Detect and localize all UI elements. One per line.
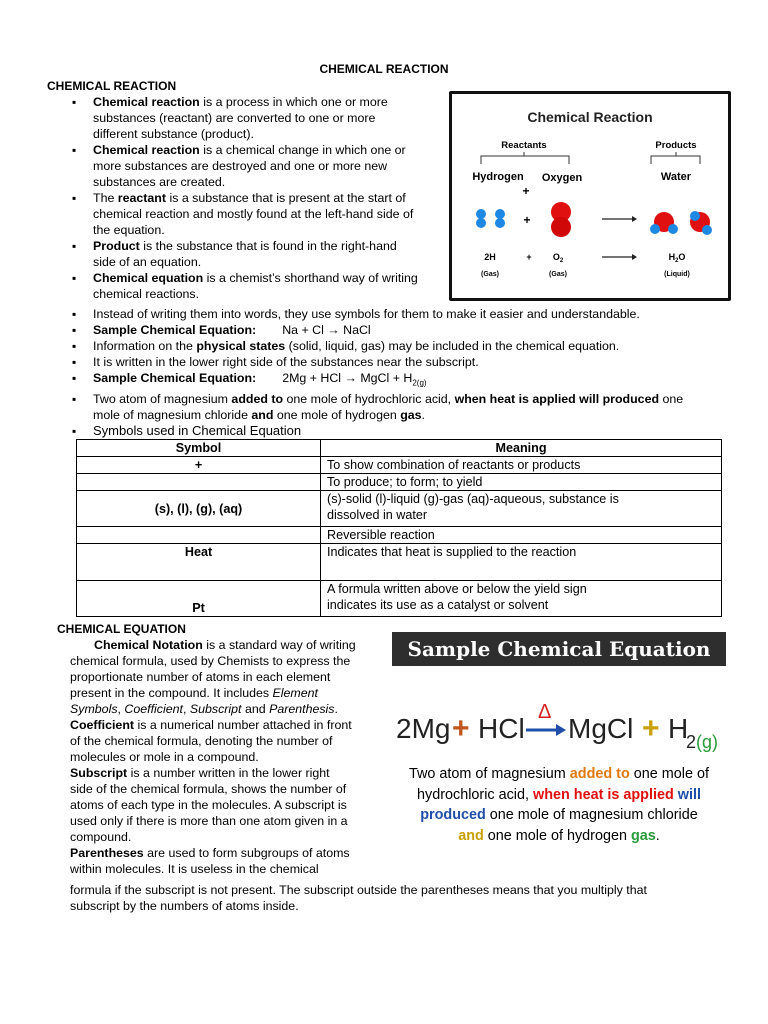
definition-list [68,94,448,302]
water-molecule-2 [690,211,712,235]
figure-title: Chemical Reaction [527,109,653,125]
page-title: CHEMICAL REACTION [319,62,449,76]
eq-h2: H [668,713,689,744]
list-item: ▪ Information on the physical states (solid, liquid, gas) may be included in the chemical equation. [68,338,748,354]
sample-equation-graphic [396,700,726,760]
eq-2h: 2H [484,252,496,262]
products-bracket [651,156,700,164]
reactants-label: Reactants [501,140,547,151]
list-item: ▪ Chemical reaction is a chemical change in which one or more substances are destroyed and one or more new substances are created. [68,142,448,190]
eq-plus-2: + [642,712,660,745]
header-meaning: Meaning [321,440,722,457]
eq-state: (g) [696,732,718,752]
state-liquid: (Liquid) [664,271,690,278]
products-label: Products [655,140,697,151]
yield-arrow-icon [602,216,637,222]
section-heading-reaction: CHEMICAL REACTION [47,79,177,93]
info-list [68,306,748,439]
water-molecule-1 [650,212,678,234]
eq-plus: + [526,252,532,262]
eq-plus-1: + [452,712,470,745]
reactants-bracket [481,156,569,164]
state-gas-1: (Gas) [481,271,499,278]
header-symbol: Symbol [77,440,321,457]
notation-paragraph: Chemical Notation is a standard way of writing chemical formula, used by Chemists to express the proportionate number of atoms in each element present in the compound. It includes Element Symbols, Coefficient, Subscript and Parenthesis. Coefficient is a numerical number attached in front of the chemical formula, denoting the number of molecules or mole in a compound. Subscript is a number written in the lower right side of the chemical formula, shows the number of atoms of each type in the molecules. A subscript is used only if there is more than one atom given in a compound. Parentheses are used to form subgroups of atoms within molecules. It is useless in the chemical [70,638,356,876]
yield-arrow-icon [526,724,566,736]
plus-sign: + [523,213,531,227]
list-item: ▪ Product is the substance that is found in the right-hand side of an equation. [68,238,448,270]
list-item: ▪ Chemical equation is a chemist’s shorthand way of writing chemical reactions. [68,270,448,302]
chemical-reaction-figure [449,91,731,301]
list-item: ▪ The reactant is a substance that is present at the start of chemical reaction and mostly found at the left-hand side of the equation. [68,190,448,238]
eq-mg: 2Mg [396,713,451,744]
oxygen-label: Oxygen [541,172,583,184]
eq-h2o: $H_2O$ [668,252,686,264]
table-header-row [77,440,722,457]
list-item: ▪ Two atom of magnesium added to one mole of hydrochloric acid, when heat is applied will produced one mole of magnesium chloride and one mole of hydrogen gas. [68,391,748,423]
delta-icon: Δ [538,701,552,723]
table-row: + To show combination of reactants or products [77,457,722,474]
hydrogen-label: Hydrogen [472,171,524,183]
symbols-table [76,439,722,617]
section-heading-equation: CHEMICAL EQUATION [57,622,186,636]
reaction-diagram [452,94,728,298]
eq-mgcl: MgCl [568,713,634,744]
list-item: ▪ Sample Chemical Equation: Na + Cl → NaCl [68,322,748,338]
water-label: Water [660,171,692,183]
list-item: ▪ It is written in the lower right side of the substances near the subscript. [68,354,748,370]
list-item: ▪ Symbols used in Chemical Equation [68,423,748,439]
oxygen-molecule [551,202,571,237]
state-gas-2: (Gas) [549,271,567,278]
sample-equation-sentence: Two atom of magnesium added to one mole of hydrochloric acid, when heat is applied will produced one mole of magnesium chloride and one mole of hydrogen gas. [409,766,709,844]
eq-arrow-icon [602,254,637,260]
plus-label: + [522,184,530,198]
table-row: Reversible reaction [77,527,722,544]
hydrogen-molecules [476,209,505,228]
eq-hcl: HCl [478,713,525,744]
eq-o2: $O_2$ [552,252,564,264]
list-item: ▪ Sample Chemical Equation: 2Mg + HCl → MgCl + $H_{2(g)}$ [68,370,748,391]
parentheses-paragraph: formula if the subscript is not present. The subscript outside the parentheses means that you multiply that subscript by the numbers of atoms inside. [70,883,647,913]
table-row: Pt A formula written above or below the yield sign indicates its use as a catalyst or solvent [77,581,722,617]
list-item: ▪ Instead of writing them into words, they use symbols for them to make it easier and understandable. [68,306,748,322]
table-row: (s), (l), (g), (aq) (s)-solid (l)-liquid (g)-gas (aq)-aqueous, substance is dissolved in water [77,491,722,527]
sample-equation-banner: Sample Chemical Equation [392,632,726,666]
list-item: ▪ Chemical reaction is a process in which one or more substances (reactant) are converted to one or more different substance (product). [68,94,448,142]
table-row: To produce; to form; to yield [77,474,722,491]
eq-sub: 2 [686,732,697,752]
table-row: Heat Indicates that heat is supplied to the reaction [77,544,722,581]
